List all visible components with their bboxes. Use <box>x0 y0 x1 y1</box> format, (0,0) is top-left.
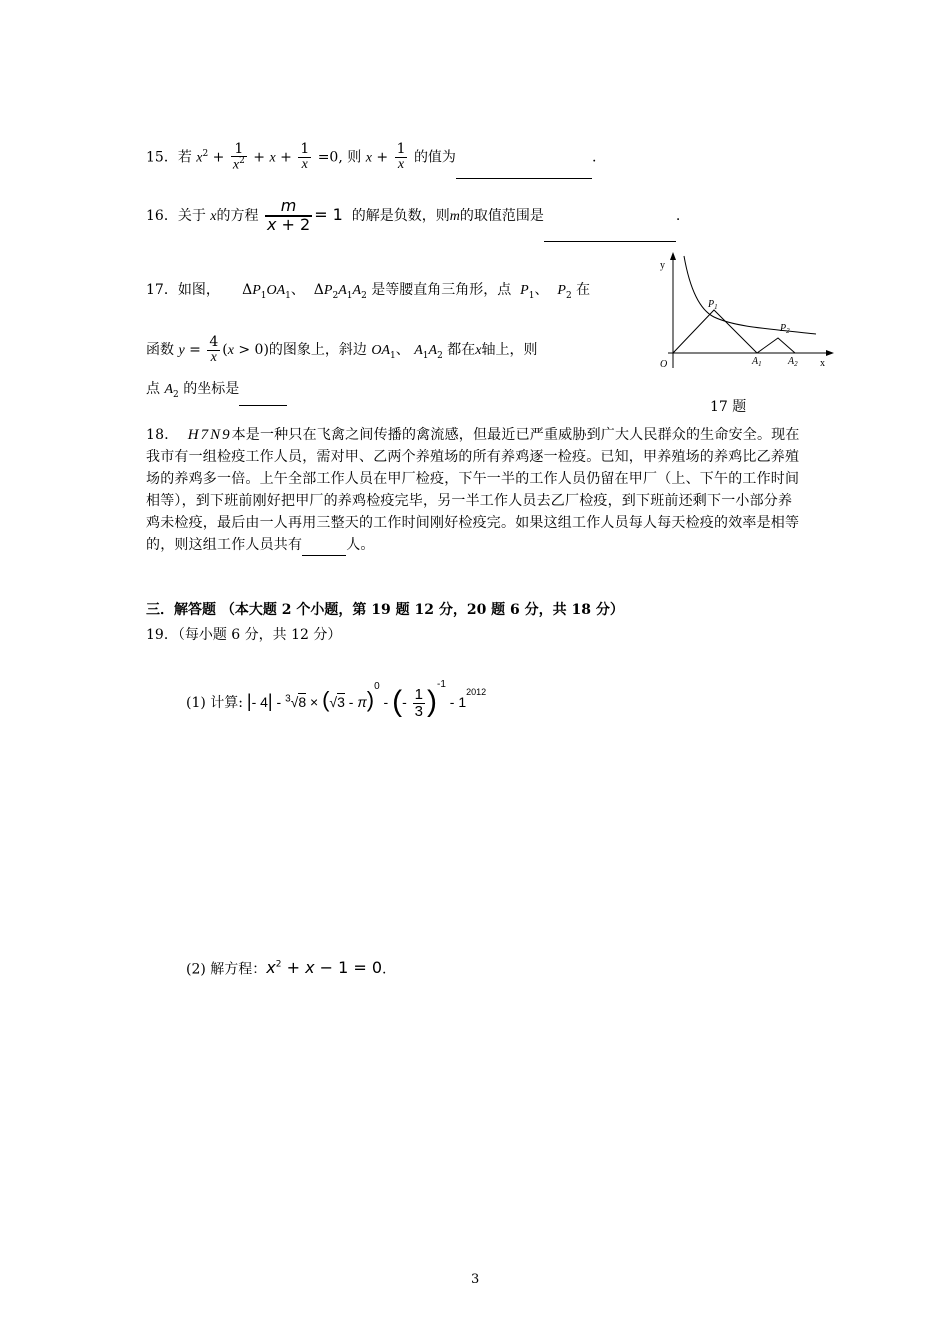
question-15: 15．若 $x^2$ + $\frac{1}{x^2}$ + x + $\frac{1}{x}$ =0, 则 x + $\frac{1}{x}$ 的值为 . <box>146 134 596 174</box>
question-number: 16． <box>146 208 178 224</box>
virus-name: H7N9 <box>187 427 232 443</box>
triangle-p2-a1-a2 <box>757 338 795 353</box>
y-axis-arrow <box>670 252 676 260</box>
figure-caption: 17 题 <box>710 399 747 415</box>
question-number: 18． <box>146 427 179 443</box>
question-17-line-1: 17．如图， $\Delta P_1OA_1$、 $\Delta P_2A_1A_2$ 是等腰直角三角形，点 $P_1$、 $P_2$ 在 <box>146 282 591 301</box>
question-16: 16．关于 x的方程 $\frac{m}{x + 2}$ = 1 的解是负数，则m的取值范围是 . <box>146 190 680 240</box>
label-y: y <box>660 260 665 271</box>
section-3-heading: 三．解答题 （本大题 2 个小题，第 19 题 12 分，20 题 6 分，共 18 分） <box>146 602 624 618</box>
text-if: 若 <box>177 149 192 166</box>
answer-blank <box>302 541 346 556</box>
fraction-one-over-x: $\frac{1}{x}$ <box>300 141 310 173</box>
label-a1: $A_1$ <box>752 356 762 368</box>
label-x: x <box>820 358 825 369</box>
fraction-one-third: $\frac{1}{3}$ <box>414 686 423 720</box>
question-19-part-2: (2) 解方程：$x^2 + x - 1 = 0$. <box>186 958 387 978</box>
fraction-one-over-x-squared: $\frac{1}{x^2}$ <box>232 140 245 173</box>
label-a2: $A_2$ <box>788 356 798 368</box>
hyperbola-curve <box>684 256 816 334</box>
question-19-heading: 19．（每小题 6 分，共 12 分） <box>146 627 342 643</box>
question-number: 19． <box>146 627 178 643</box>
x-axis-arrow <box>826 350 834 356</box>
fraction-one-over-x: $\frac{1}{x}$ <box>396 141 406 173</box>
question-18: 18． H7N9本是一种只在飞禽之间传播的禽流感，但最近已严重威胁到广大人民群众的生命安全。现在我市有一组检疫工作人员，需对甲、乙两个养殖场的所有养鸡逐一检疫。已知，甲养殖场的养鸡比乙养殖场的养鸡多一倍。上午全部工作人员在甲厂检疫，下午一半的工作人员仍留在甲厂（上、下午的工作时间相等），到下班前刚好把甲厂的养鸡检疫完毕，另一半工作人员去乙厂检疫，到下班前还剩下一小部分养鸡未检疫，最后由一人再用三整天的工作时间刚好检疫完。如果这组工作人员每人每天检疫的效率是相等的，则这组工作人员共有 人。 <box>146 424 806 556</box>
label-o: O <box>660 359 668 370</box>
fraction-m-over-x-plus-2: $\frac{m}{x + 2}$ <box>266 196 311 234</box>
question-19-part-1: (1) 计算: |- 4| - $^3$√8 × (√3 - π)$^0$ - (- $\frac{1}{3}$ )$^{-1} - 1^{2012}$ <box>186 679 487 720</box>
fraction-four-over-x: $\frac{4}{x}$ <box>209 333 219 365</box>
question-number: 15． <box>146 149 178 166</box>
question-17-line-2: 函数 y = $\frac{4}{x}$ (x > 0)的图象上，斜边 $OA_1$、 $A_1A_2$ 都在x轴上，则 <box>146 333 538 365</box>
triangle-p1-o-a1 <box>673 310 757 353</box>
answer-blank <box>544 227 676 242</box>
label-p1: $P_1$ <box>708 299 718 311</box>
question-number: 17． <box>146 282 178 298</box>
answer-blank <box>239 391 287 406</box>
question-17-line-3: 点 $A_2$ 的坐标是 <box>146 378 287 406</box>
figure-17-graph <box>648 250 838 380</box>
label-p2: $P_2$ <box>780 323 790 335</box>
page-number: 3 <box>471 1272 480 1287</box>
answer-blank <box>456 164 592 179</box>
